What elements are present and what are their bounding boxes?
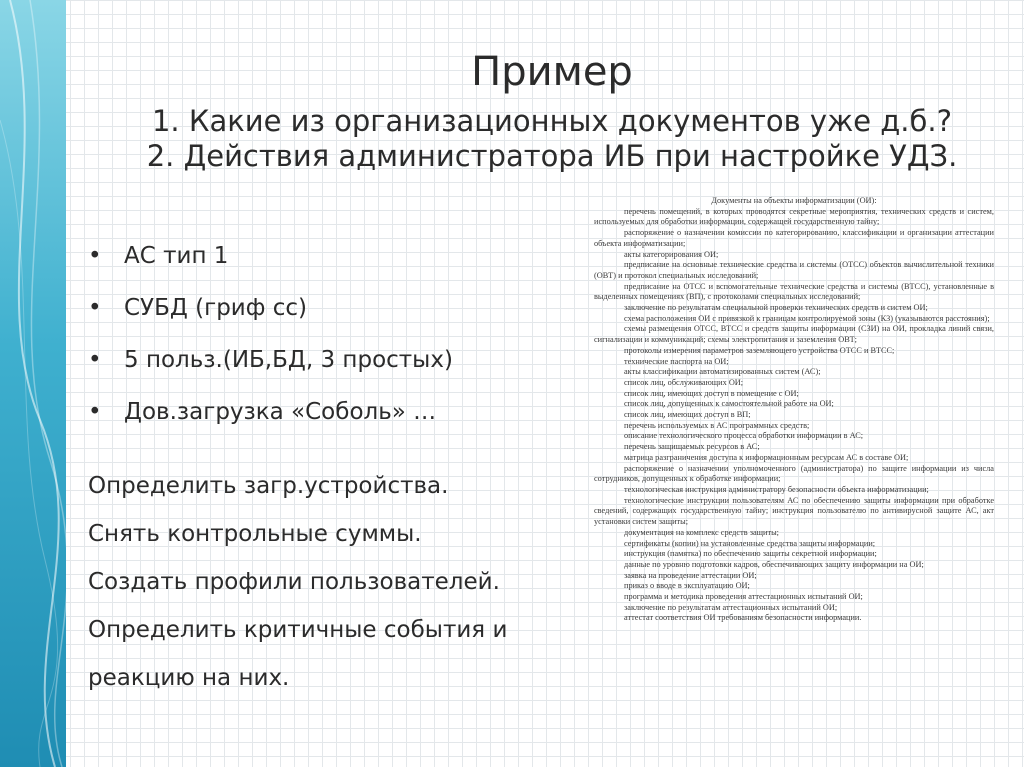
document-item: список лиц, обслуживающих ОИ; [624, 377, 744, 387]
bullet-icon: • [88, 399, 102, 425]
action-item: Снять контрольные суммы. [88, 521, 422, 547]
document-item: программа и методика проведения аттестационных испытаний ОИ; [624, 592, 863, 602]
document-item: сертификаты (копии) на установленные средства защиты информации; [624, 538, 876, 548]
bullet-item [88, 292, 453, 344]
bullet-icon: • [88, 243, 102, 269]
slide-subtitle-2: 2. Действия администратора ИБ при настройке УДЗ. [146, 138, 958, 173]
document-item: описание технологического процесса обработки информации в АС; [624, 431, 864, 441]
bullet-list [88, 240, 453, 448]
document-item: распоряжение о назначении комиссии по категорированию, классификации и организации аттестации объекта информатизации; [594, 228, 994, 248]
document-item: приказ о вводе в эксплуатацию ОИ; [624, 581, 750, 591]
document-item: аттестат соответствия ОИ требованиям безопасности информации. [624, 613, 862, 623]
slide-title: Пример [471, 49, 633, 95]
bullet-icon: • [88, 347, 102, 373]
bullet-item [88, 344, 453, 396]
wave-decoration [0, 0, 66, 767]
document-item: предписание на основные технические средства и системы (ОТСС) объектов вычислительной техники (ОВТ) и протокол специальных исследований; [594, 260, 994, 280]
action-item: Создать профили пользователей. [88, 569, 500, 595]
document-item: предписание на ОТСС и вспомогательные технические средства и системы (ВТСС), установленные в выделенных помещениях (ВП), с протоколами специальных исследований; [594, 281, 994, 302]
bullet-icon: • [88, 295, 102, 321]
document-item: список лиц, допущенных к самостоятельной работе на ОИ; [624, 399, 834, 409]
document-item: список лиц, имеющих доступ в помещение с ОИ; [624, 388, 799, 398]
decorative-side-band [0, 0, 66, 767]
document-item: перечень помещений, в которых проводятся секретные мероприятия, технических средств и систем, используемых для обработки информации, содержащей государственную тайну; [594, 206, 994, 227]
document-item: протоколы измерения параметров заземляющего устройства ОТСС и ВТСС; [624, 345, 895, 355]
document-item: технические паспорта на ОИ; [624, 356, 729, 366]
slide-subtitle-1: 1. Какие из организационных документов уже д.б.? [151, 104, 953, 138]
document-item: заключение по результатам специальной проверки технических средств и систем ОИ; [624, 303, 928, 313]
document-item: акты категорирования ОИ; [624, 249, 719, 259]
document-item: схема расположения ОИ с привязкой к границам контролируемой зоны (КЗ) (указываются расстояния); [624, 313, 990, 323]
document-item: распоряжение о назначении уполномоченного (администратора) по защите информации из числа сотрудников, допущенных к обработке информации; [594, 463, 994, 484]
document-item: технологические инструкции пользователям АС по обеспечению защиты информации при обработке сведений, содержащих государственную тайну; инструкция пользователю по антивирусной защите АС, акт установки систем защиты; [594, 495, 994, 527]
document-item: технологическая инструкция администратору безопасности объекта информатизации; [624, 484, 929, 494]
document-item: акты классификации автоматизированных систем (АС); [624, 367, 821, 377]
slide-title-block [80, 48, 1024, 174]
document-item: перечень используемых в АС программных средств; [624, 420, 810, 430]
document-header: Документы на объекты информатизации (ОИ): [711, 196, 877, 205]
document-items [594, 207, 994, 624]
bullet-text: Дов.загрузка «Соболь» … [124, 399, 437, 425]
document-excerpt [594, 196, 994, 624]
action-item: Определить критичные события и [88, 617, 508, 643]
bullet-text: АС тип 1 [124, 243, 229, 269]
bullet-item [88, 240, 453, 292]
action-item: Определить загр.устройства. [88, 473, 449, 499]
bullet-item [88, 396, 453, 448]
document-item: документация на комплекс средств защиты; [624, 527, 779, 537]
document-item: перечень защищаемых ресурсов в АС; [624, 442, 760, 452]
document-item: список лиц, имеющих доступ в ВП; [624, 410, 751, 420]
document-item: данные по уровню подготовки кадров, обеспечивающих защиту информации на ОИ; [624, 559, 924, 569]
document-item: инструкция (памятка) по обеспечению защиты секретной информации; [624, 549, 877, 559]
document-item: заключение по результатам аттестационных испытаний ОИ; [624, 602, 838, 612]
document-item: матрица разграничения доступа к информационным ресурсам АС в составе ОИ; [624, 452, 909, 462]
document-item: заявка на проведение аттестации ОИ; [624, 570, 757, 580]
action-list [88, 462, 628, 702]
bullet-text: СУБД (гриф сс) [124, 295, 307, 321]
action-item: реакцию на них. [88, 665, 290, 691]
bullet-text: 5 польз.(ИБ,БД, 3 простых) [124, 347, 453, 373]
document-item: схемы размещения ОТСС, ВТСС и средств защиты информации (СЗИ) на ОИ, прокладка линий связи, сигнализации и коммуникаций; схемы электропитания и заземления ОВТ; [594, 324, 994, 345]
